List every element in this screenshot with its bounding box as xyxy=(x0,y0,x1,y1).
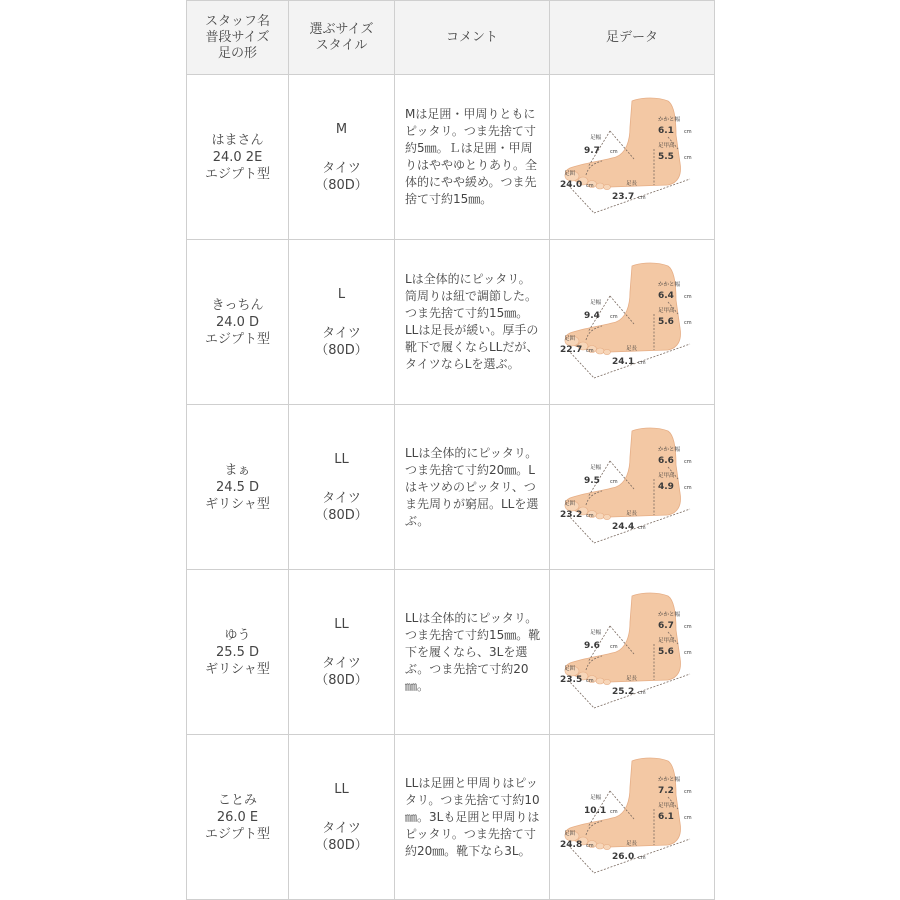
value-girth: 24.0 xyxy=(560,180,583,190)
unit-girth: cm xyxy=(586,843,594,849)
size-gap xyxy=(289,303,394,325)
value-instep: 5.6 xyxy=(658,647,674,657)
label-width: 足幅 xyxy=(590,795,602,801)
style-name: タイツ xyxy=(322,490,361,506)
foot-illustration xyxy=(550,75,715,239)
style-name: タイツ xyxy=(322,160,361,176)
staff-foot-shape: エジプト型 xyxy=(204,166,270,182)
foot-illustration xyxy=(550,735,715,899)
staff-usual-size: 24.0 D xyxy=(215,314,260,330)
value-instep: 6.1 xyxy=(658,812,674,822)
size-gap xyxy=(289,633,394,655)
label-width: 足幅 xyxy=(590,135,602,141)
header-comment: コメント xyxy=(395,1,550,75)
label-instep: 足甲高 xyxy=(658,473,675,479)
staff-foot-shape: エジプト型 xyxy=(204,826,270,842)
value-width: 10.1 xyxy=(584,806,607,816)
label-heel: かかと幅 xyxy=(658,612,681,618)
style-name: タイツ xyxy=(322,325,361,341)
size-cell xyxy=(289,75,395,240)
header-size xyxy=(289,1,395,75)
comment-cell xyxy=(395,570,550,735)
unit-width: cm xyxy=(610,314,618,320)
value-instep: 5.6 xyxy=(658,317,674,327)
label-heel: かかと幅 xyxy=(658,777,681,783)
unit-width: cm xyxy=(610,149,618,155)
size-cell xyxy=(289,735,395,900)
foot-data-cell xyxy=(550,405,715,570)
unit-heel: cm xyxy=(684,129,692,135)
label-girth: 足囲 xyxy=(564,831,576,837)
unit-instep: cm xyxy=(684,485,692,491)
value-length: 23.7 xyxy=(612,192,635,202)
label-width: 足幅 xyxy=(590,465,602,471)
staff-foot-shape: エジプト型 xyxy=(204,331,270,347)
staff-cell xyxy=(187,240,289,405)
unit-length: cm xyxy=(638,690,646,696)
chosen-size: L xyxy=(337,286,346,302)
value-heel: 6.1 xyxy=(658,126,674,136)
style-name: タイツ xyxy=(322,655,361,671)
table-row xyxy=(187,75,715,240)
label-girth: 足囲 xyxy=(564,666,576,672)
unit-instep: cm xyxy=(684,815,692,821)
staff-foot-shape: ギリシャ型 xyxy=(205,661,270,677)
comment-cell xyxy=(395,75,550,240)
value-heel: 7.2 xyxy=(658,786,674,796)
unit-length: cm xyxy=(638,360,646,366)
comment-cell xyxy=(395,405,550,570)
foot-illustration xyxy=(550,240,715,404)
value-width: 9.6 xyxy=(584,641,600,651)
value-width: 9.7 xyxy=(584,146,600,156)
unit-heel: cm xyxy=(684,459,692,465)
value-length: 24.4 xyxy=(612,522,635,532)
size-table-wrapper xyxy=(186,0,714,900)
value-instep: 4.9 xyxy=(658,482,674,492)
table-row xyxy=(187,570,715,735)
label-instep: 足甲高 xyxy=(658,803,675,809)
comment-text: LLは足囲と甲周りはピッタリ。つま先捨て寸約10㎜。3Lも足囲と甲周りはピッタリ。つま先捨て寸約20㎜。靴下なら3L。 xyxy=(405,775,540,858)
header-staff-name: スタッフ名 xyxy=(204,13,270,29)
foot-illustration xyxy=(550,405,715,569)
label-instep: 足甲高 xyxy=(658,308,675,314)
staff-name: ことみ xyxy=(217,792,257,808)
size-gap xyxy=(289,468,394,490)
header-staff xyxy=(187,1,289,75)
unit-width: cm xyxy=(610,644,618,650)
unit-length: cm xyxy=(638,855,646,861)
label-length: 足長 xyxy=(626,511,638,517)
header-foot-data: 足データ xyxy=(550,1,715,75)
unit-heel: cm xyxy=(684,789,692,795)
chosen-size: LL xyxy=(334,616,349,632)
value-length: 25.2 xyxy=(612,687,635,697)
foot-data-cell xyxy=(550,240,715,405)
staff-usual-size: 24.5 D xyxy=(215,479,260,495)
label-girth: 足囲 xyxy=(564,171,576,177)
unit-length: cm xyxy=(638,195,646,201)
style-name: タイツ xyxy=(322,820,361,836)
header-usual-size: 普段サイズ xyxy=(205,29,270,45)
value-heel: 6.4 xyxy=(658,291,674,301)
staff-cell xyxy=(187,405,289,570)
staff-size-table xyxy=(186,0,715,900)
chosen-size: M xyxy=(335,121,348,137)
label-heel: かかと幅 xyxy=(658,282,681,288)
size-cell xyxy=(289,405,395,570)
unit-girth: cm xyxy=(586,348,594,354)
staff-cell xyxy=(187,570,289,735)
label-width: 足幅 xyxy=(590,630,602,636)
foot-data-cell xyxy=(550,735,715,900)
chosen-size: LL xyxy=(334,451,349,467)
foot-illustration xyxy=(550,570,715,734)
staff-cell xyxy=(187,735,289,900)
unit-girth: cm xyxy=(586,513,594,519)
style-denier: （80D） xyxy=(315,342,368,358)
label-length: 足長 xyxy=(626,676,638,682)
value-girth: 23.2 xyxy=(560,510,583,520)
style-denier: （80D） xyxy=(315,837,368,853)
label-instep: 足甲高 xyxy=(658,143,675,149)
value-length: 24.1 xyxy=(612,357,635,367)
table-row xyxy=(187,240,715,405)
table-row xyxy=(187,405,715,570)
style-denier: （80D） xyxy=(315,507,368,523)
value-girth: 22.7 xyxy=(560,345,583,355)
unit-length: cm xyxy=(638,525,646,531)
unit-heel: cm xyxy=(684,294,692,300)
header-foot-shape: 足の形 xyxy=(217,45,257,61)
label-length: 足長 xyxy=(626,346,638,352)
staff-name: まぁ xyxy=(224,462,251,478)
chosen-size: LL xyxy=(334,781,349,797)
label-heel: かかと幅 xyxy=(658,447,681,453)
value-girth: 24.8 xyxy=(560,840,583,850)
comment-cell xyxy=(395,735,550,900)
style-denier: （80D） xyxy=(315,177,368,193)
size-cell xyxy=(289,240,395,405)
table-header-row xyxy=(187,1,715,75)
staff-usual-size: 24.0 2E xyxy=(212,149,263,165)
value-heel: 6.6 xyxy=(658,456,674,466)
label-heel: かかと幅 xyxy=(658,117,681,123)
foot-data-cell xyxy=(550,75,715,240)
size-gap xyxy=(289,798,394,820)
value-girth: 23.5 xyxy=(560,675,583,685)
label-width: 足幅 xyxy=(590,300,602,306)
unit-instep: cm xyxy=(684,155,692,161)
header-style: スタイル xyxy=(315,37,368,53)
staff-name: ゆう xyxy=(224,627,251,643)
staff-cell xyxy=(187,75,289,240)
staff-name: はまさん xyxy=(211,132,264,148)
value-heel: 6.7 xyxy=(658,621,674,631)
unit-instep: cm xyxy=(684,650,692,656)
label-girth: 足囲 xyxy=(564,501,576,507)
comment-text: Mは足囲・甲周りともにピッタリ。つま先捨て寸約5㎜。Ｌは足囲・甲周りはややゆとりあり。全体的にやや緩め。つま先捨て寸約15㎜。 xyxy=(405,107,538,206)
unit-heel: cm xyxy=(684,624,692,630)
label-girth: 足囲 xyxy=(564,336,576,342)
label-instep: 足甲高 xyxy=(658,638,675,644)
value-width: 9.5 xyxy=(584,476,600,486)
label-length: 足長 xyxy=(626,841,638,847)
staff-usual-size: 26.0 E xyxy=(216,809,259,825)
comment-text: LLは全体的にピッタリ。つま先捨て寸約20㎜。Lはキツめのピッタリ、つま先周りが窮屈。LLを選ぶ。 xyxy=(405,445,539,528)
size-gap xyxy=(289,138,394,160)
size-cell xyxy=(289,570,395,735)
unit-width: cm xyxy=(610,809,618,815)
value-instep: 5.5 xyxy=(658,152,674,162)
label-length: 足長 xyxy=(626,181,638,187)
unit-girth: cm xyxy=(586,183,594,189)
unit-width: cm xyxy=(610,479,618,485)
comment-text: Lは全体的にピッタリ。筒周りは紐で調節した。つま先捨て寸約15㎜。LLは足長が緩い。厚手の靴下で履くならLLだが、タイツならLを選ぶ。 xyxy=(405,272,539,371)
unit-instep: cm xyxy=(684,320,692,326)
style-denier: （80D） xyxy=(315,672,368,688)
table-row xyxy=(187,735,715,900)
staff-name: きっちん xyxy=(211,297,264,313)
staff-usual-size: 25.5 D xyxy=(215,644,260,660)
staff-foot-shape: ギリシャ型 xyxy=(205,496,270,512)
value-length: 26.0 xyxy=(612,852,635,862)
unit-girth: cm xyxy=(586,678,594,684)
header-chosen-size: 選ぶサイズ xyxy=(309,21,374,37)
comment-cell xyxy=(395,240,550,405)
comment-text: LLは全体的にピッタリ。つま先捨て寸約15㎜。靴下を履くなら、3Lを選ぶ。つま先捨て寸約20㎜。 xyxy=(405,610,541,693)
foot-data-cell xyxy=(550,570,715,735)
value-width: 9.4 xyxy=(584,311,600,321)
